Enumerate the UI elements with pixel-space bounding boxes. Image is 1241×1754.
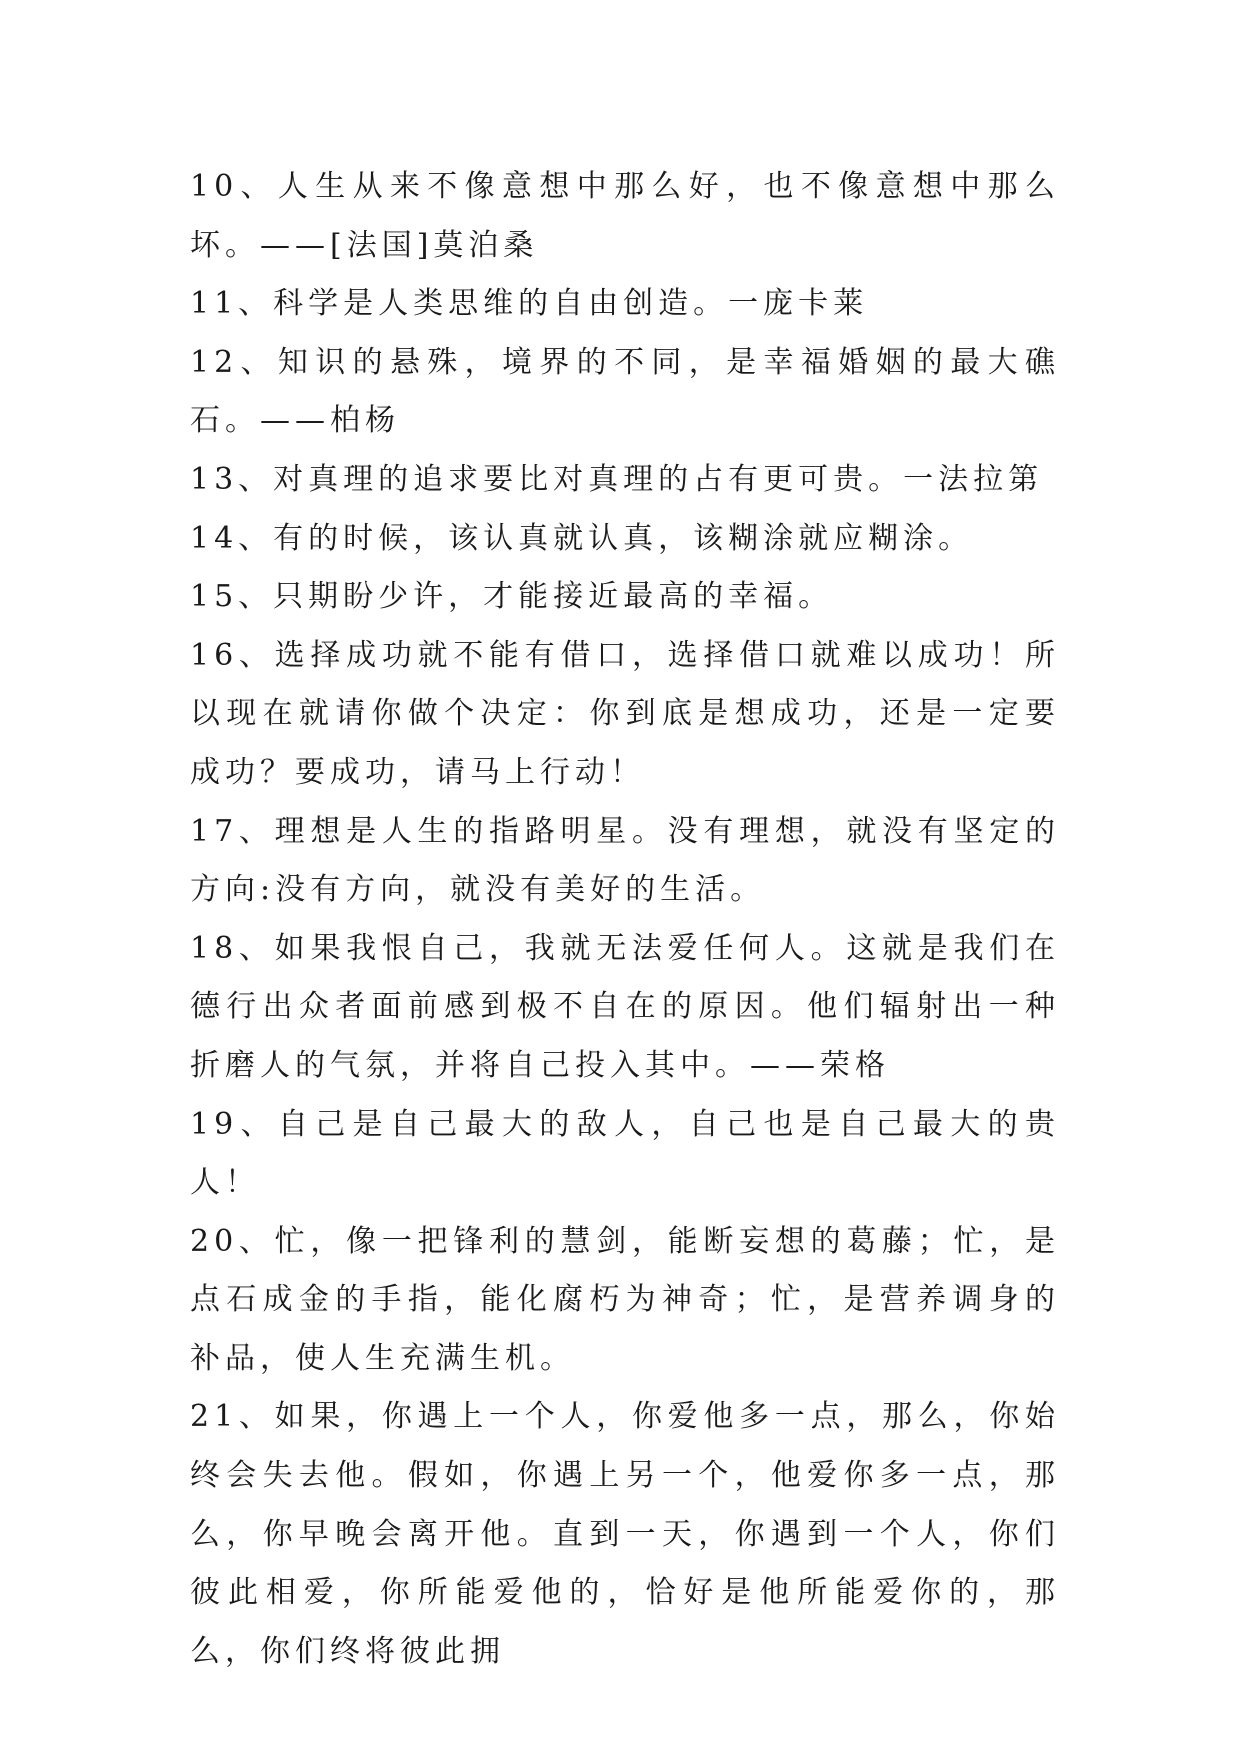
quote-paragraph-12: 12、知识的悬殊，境界的不同，是幸福婚姻的最大礁石。——柏杨 bbox=[190, 344, 1060, 439]
document-body bbox=[190, 158, 1060, 1681]
quote-paragraph-17: 17、理想是人生的指路明星。没有理想，就没有坚定的方向:没有方向，就没有美好的生活。 bbox=[190, 813, 1060, 908]
quote-paragraph-16: 16、选择成功就不能有借口，选择借口就难以成功！所以现在就请你做个决定：你到底是想成功，还是一定要成功？要成功，请马上行动！ bbox=[190, 637, 1060, 790]
quote-paragraph-18: 18、如果我恨自己，我就无法爱任何人。这就是我们在德行出众者面前感到极不自在的原因。他们辐射出一种折磨人的气氛，并将自己投入其中。——荣格 bbox=[190, 930, 1060, 1083]
quote-paragraph-13: 13、对真理的追求要比对真理的占有更可贵。一法拉第 bbox=[190, 461, 1044, 497]
quote-paragraph-14: 14、有的时候，该认真就认真，该糊涂就应糊涂。 bbox=[190, 520, 974, 556]
quote-paragraph-20: 20、忙，像一把锋利的慧剑，能断妄想的葛藤；忙，是点石成金的手指，能化腐朽为神奇；忙，是营养调身的补品，使人生充满生机。 bbox=[190, 1223, 1060, 1376]
quote-paragraph-15: 15、只期盼少许，才能接近最高的幸福。 bbox=[190, 579, 834, 615]
quote-paragraph-10: 10、人生从来不像意想中那么好，也不像意想中那么坏。——[法国]莫泊桑 bbox=[190, 169, 1060, 263]
quote-paragraph-21: 21、如果，你遇上一个人，你爱他多一点，那么，你始终会失去他。假如，你遇上另一个，他爱你多一点，那么，你早晚会离开他。直到一天，你遇到一个人，你们彼此相爱，你所能爱他的，恰好是他所能爱你的，那么，你们终将彼此拥 bbox=[190, 1399, 1060, 1669]
quote-paragraph-11: 11、科学是人类思维的自由创造。一庞卡莱 bbox=[190, 286, 869, 322]
quote-paragraph-19: 19、自己是自己最大的敌人，自己也是自己最大的贵人！ bbox=[190, 1106, 1060, 1201]
